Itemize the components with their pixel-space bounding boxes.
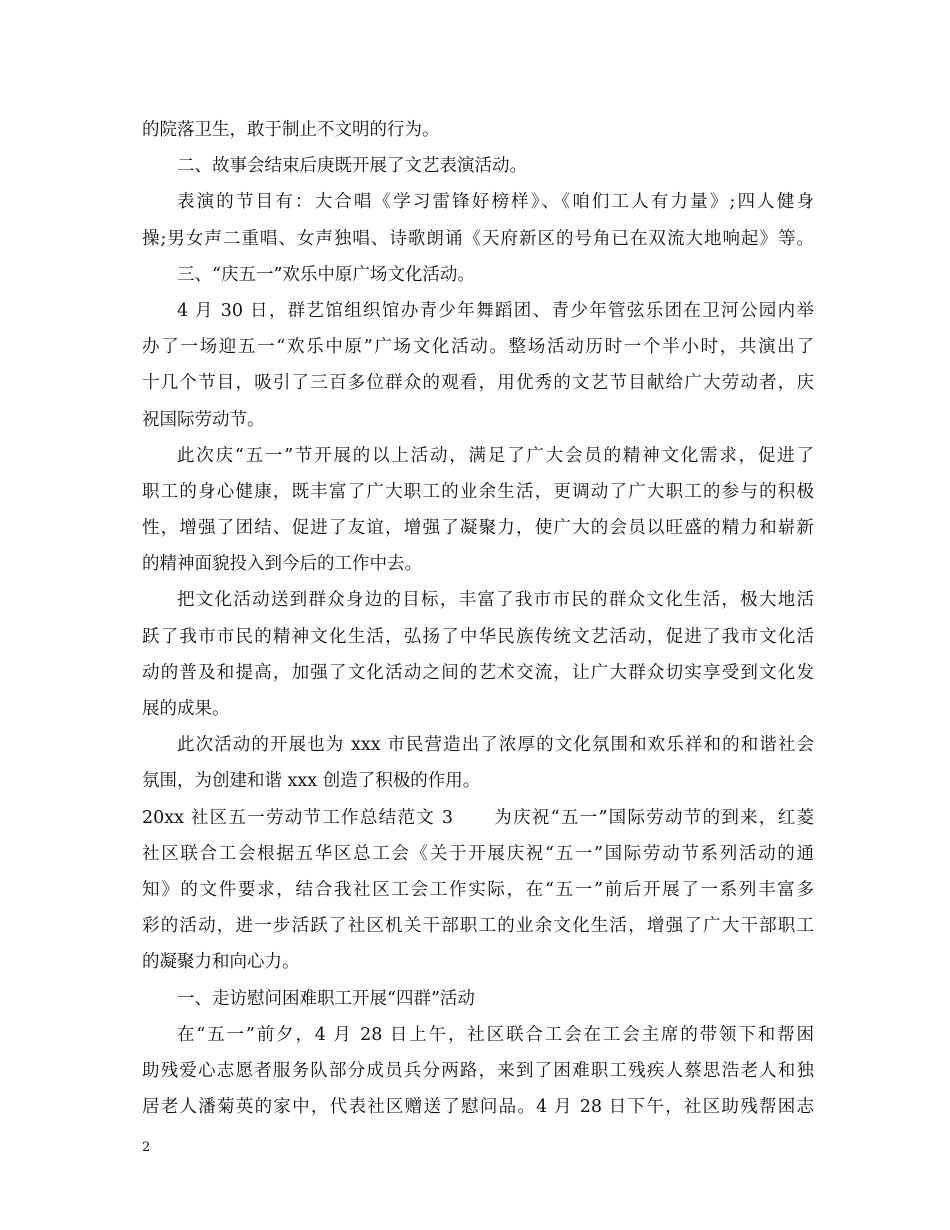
text-line: 十几个节目，吸引了三百多位群众的观看，用优秀的文艺节目献给广大劳动者，庆 <box>142 373 814 394</box>
document-body <box>142 112 814 1125</box>
text-line: 彩的活动，进一步活跃了社区机关干部职工的业余文化生活，增强了广大干部职工 <box>142 916 814 937</box>
section-heading-line <box>142 800 814 836</box>
section-heading-title: 20xx 社区五一劳动节工作总结范文 3 <box>142 807 454 828</box>
text-line: 职工的身心健康，既丰富了广大职工的业余生活，更调动了广大职工的参与的积极 <box>142 481 814 502</box>
text-line: 展的成果。 <box>142 699 230 719</box>
text-line: 氛围，为创建和谐 xxx 创造了积极的作用。 <box>142 771 481 792</box>
text-line: 操;男女声二重唱、女声独唱、诗歌朗诵《天府新区的号角已在双流大地响起》等。 <box>142 228 814 249</box>
text-line: 在“五一”前夕，4 月 28 日上午，社区联合工会在工会主席的带领下和帮困 <box>177 1024 814 1045</box>
text-line: 的院落卫生，敢于制止不文明的行为。 <box>142 120 440 140</box>
text-line: 性，增强了团结、促进了友谊，增强了凝聚力，使广大的会员以旺盛的精力和崭新 <box>142 518 814 539</box>
text-line: 的精神面貌投入到今后的工作中去。 <box>142 554 422 575</box>
text-line: 跃了我市市民的精神文化生活，弘扬了中华民族传统文艺活动，促进了我市文化活 <box>142 626 814 647</box>
text-line: 4 月 30 日，群艺馆组织馆办青少年舞蹈团、青少年管弦乐团在卫河公园内举 <box>177 300 814 321</box>
paragraph-block <box>142 112 814 800</box>
text-line: 二、故事会结束后庚既开展了文艺表演活动。 <box>177 156 527 177</box>
page-number: 2 <box>142 1140 151 1155</box>
text-line: 居老人潘菊英的家中，代表社区赠送了慰问品。4 月 28 日下午，社区助残帮困志 <box>142 1097 814 1118</box>
text-line: 此次庆“五一”节开展的以上活动，满足了广大会员的精神文化需求，促进了 <box>177 445 814 466</box>
text-line: 办了一场迎五一“欢乐中原”广场文化活动。整场活动历时一个半小时，共演出了 <box>142 337 814 358</box>
text-line: 社区联合工会根据五华区总工会《关于开展庆祝“五一”国际劳动节系列活动的通 <box>142 843 814 864</box>
text-line: 祝国际劳动节。 <box>142 409 265 430</box>
text-line: 知》的文件要求，结合我社区工会工作实际，在“五一”前后开展了一系列丰富多 <box>142 879 814 900</box>
text-line: 把文化活动送到群众身边的目标，丰富了我市市民的群众文化生活，极大地活 <box>177 590 814 611</box>
paragraph-block <box>142 836 814 1126</box>
text-line: 助残爱心志愿者服务队部分成员兵分两路，来到了困难职工残疾人蔡思浩老人和独 <box>142 1060 814 1081</box>
section-heading-text: 为庆祝“五一”国际劳动节的到来，红菱 <box>493 807 814 828</box>
text-line: 表演的节目有：大合唱《学习雷锋好榜样》、《咱们工人有力量》;四人健身 <box>177 192 814 213</box>
text-line: 的凝聚力和向心力。 <box>142 952 300 973</box>
text-line: 此次活动的开展也为 xxx 市民营造出了浓厚的文化氛围和欢乐祥和的和谐社会 <box>177 735 814 756</box>
text-line: 三、“庆五一”欢乐中原广场文化活动。 <box>177 264 475 285</box>
text-line: 一、走访慰问困难职工开展“四群”活动 <box>177 988 475 1009</box>
text-line: 动的普及和提高，加强了文化活动之间的艺术交流，让广大群众切实享受到文化发 <box>142 662 814 683</box>
